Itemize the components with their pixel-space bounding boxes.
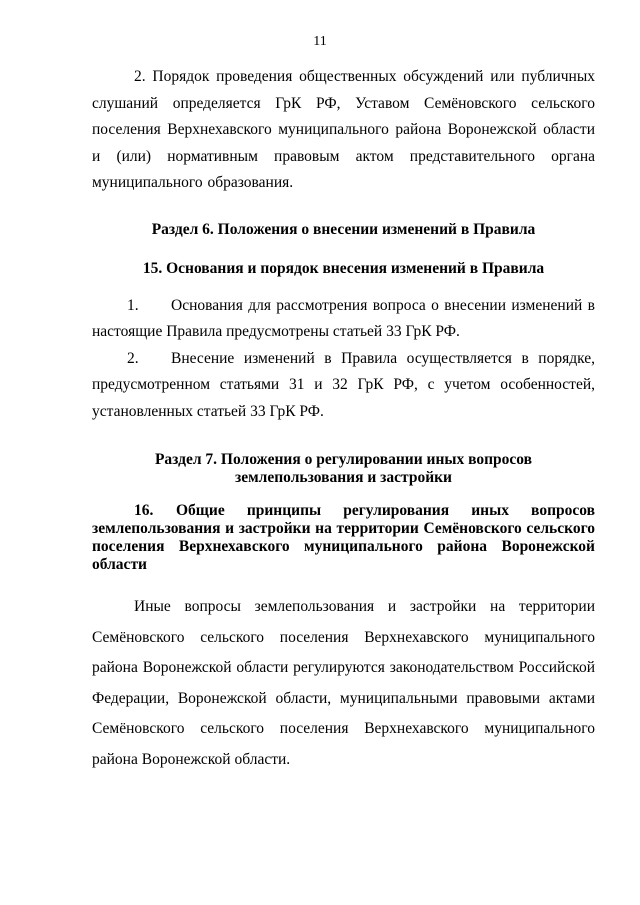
item-number: 2. bbox=[127, 349, 139, 367]
item-number: 1. bbox=[127, 296, 139, 314]
article-15-heading: 15. Основания и порядок внесения изменений в Правила bbox=[142, 259, 545, 277]
article-16-number: 16. bbox=[134, 502, 154, 519]
paragraph-other-issues: Иные вопросы землепользования и застройки на территории Семёновского сельского поселения Верхнехавского муниципального района Воронежской области регулируются законодательством Российской Федерации, Воронежской области, муниципальными правовыми актами Семёновского сельского поселения Верхнехавского муниципального района Воронежской области. bbox=[92, 598, 595, 768]
document-body bbox=[92, 64, 595, 775]
item-text: Основания для рассмотрения вопроса о внесении изменений в настоящие Правила предусмотрены статьей 33 ГрК РФ. bbox=[92, 296, 595, 340]
article-16-title: Общие принципы регулирования иных вопросов землепользования и застройки на территории Семёновского сельского поселения Верхнехавского муниципального района Воронежской области bbox=[92, 502, 595, 573]
article-15-item-1 bbox=[92, 293, 595, 346]
article-15-item-2 bbox=[92, 346, 595, 426]
item-text: Внесение изменений в Правила осуществляется в порядке, предусмотренном статьями 31 и 32 ГрК РФ, с учетом особенностей, установленных статьей 33 ГрК РФ. bbox=[92, 349, 595, 420]
page-number: 11 bbox=[313, 34, 327, 49]
section-6-heading: Раздел 6. Положения о внесении изменений в Правила bbox=[151, 220, 536, 238]
section-7-heading: Раздел 7. Положения о регулировании иных вопросов землепользования и застройки bbox=[154, 451, 533, 486]
article-16-heading bbox=[92, 502, 595, 574]
paragraph-public-hearings: 2. Порядок проведения общественных обсуждений или публичных слушаний определяется ГрК РФ, Уставом Семёновского сельского поселения Верхнехавского муниципального района Воронежской области и (или) нормативным правовым актом представительного органа муниципального образования. bbox=[92, 68, 595, 191]
